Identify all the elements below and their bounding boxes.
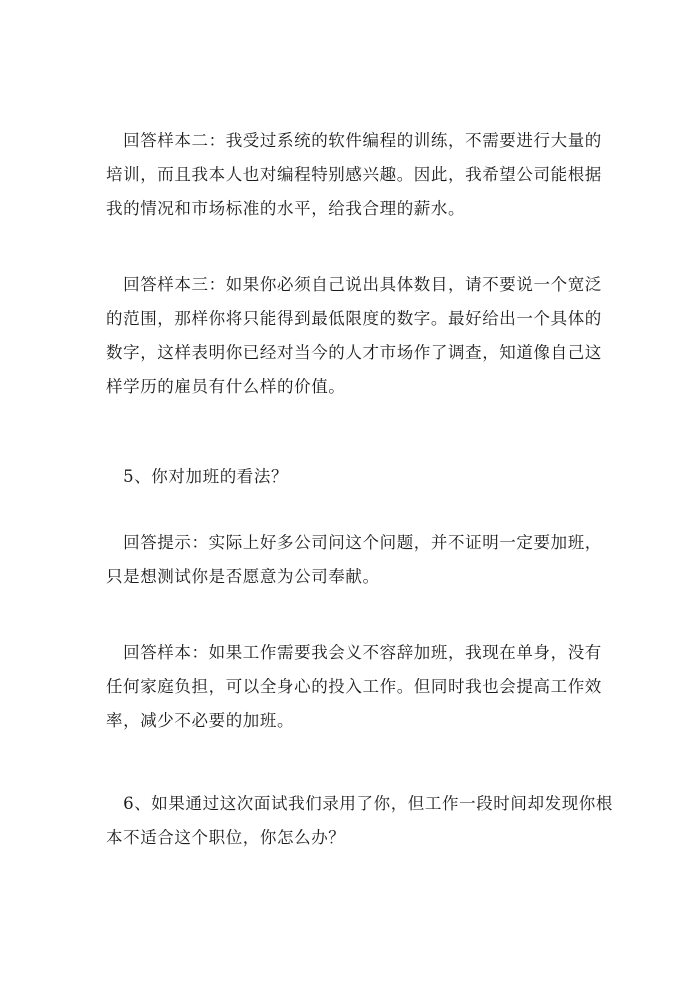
text-line: 6、如果通过这次面试我们录用了你，但工作一段时间却发现你根 bbox=[106, 794, 613, 813]
text-line: 样学历的雇员有什么样的价值。 bbox=[106, 377, 346, 396]
text-line: 我的情况和市场标准的水平，给我合理的薪水。 bbox=[106, 199, 466, 218]
text-line: 回答样本二：我受过系统的软件编程的训练，不需要进行大量的 bbox=[106, 131, 602, 150]
text-line: 培训，而且我本人也对编程特别感兴趣。因此，我希望公司能根据 bbox=[106, 165, 602, 184]
text-line: 回答样本三：如果你必须自己说出具体数目，请不要说一个宽泛 bbox=[106, 275, 602, 294]
text-line: 的范围，那样你将只能得到最低限度的数字。最好给出一个具体的 bbox=[106, 309, 602, 328]
question-six-heading bbox=[106, 787, 613, 855]
question-five-heading bbox=[106, 460, 606, 494]
text-line: 回答样本：如果工作需要我会义不容辞加班，我现在单身，没有 bbox=[106, 643, 602, 662]
text-line: 只是想测试你是否愿意为公司奉献。 bbox=[106, 567, 380, 586]
text-line: 率，减少不必要的加班。 bbox=[106, 711, 295, 730]
text-line: 5、你对加班的看法？ bbox=[106, 467, 289, 486]
text-line: 本不适合这个职位，你怎么办？ bbox=[106, 828, 346, 847]
paragraph-answer-hint bbox=[106, 526, 606, 594]
text-line: 数字，这样表明你已经对当今的人才市场作了调查，知道像自己这 bbox=[106, 343, 602, 362]
text-line: 回答提示：实际上好多公司问这个问题，并不证明一定要加班， bbox=[106, 533, 602, 552]
text-line: 任何家庭负担，可以全身心的投入工作。但同时我也会提高工作效 bbox=[106, 677, 602, 696]
paragraph-answer-sample bbox=[106, 636, 606, 738]
paragraph-answer-sample-three bbox=[106, 268, 606, 404]
paragraph-answer-sample-two bbox=[106, 124, 606, 226]
